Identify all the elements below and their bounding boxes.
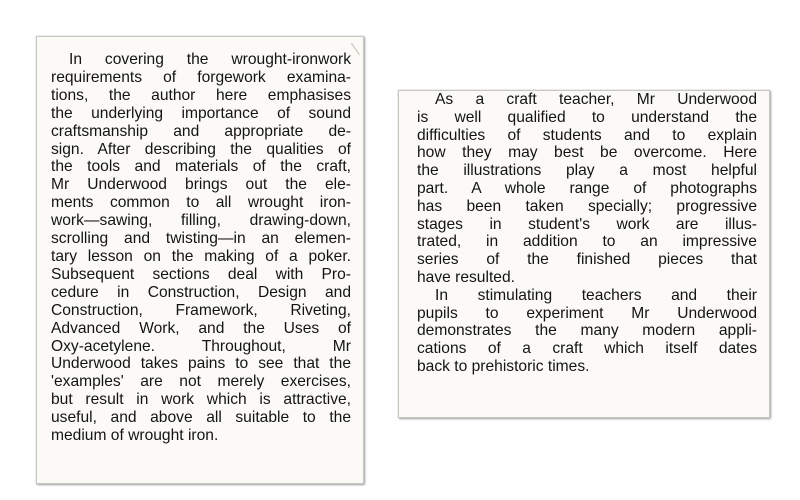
text-line: requirements of forgework examina- [51, 68, 351, 86]
text-line: have resulted. [417, 268, 515, 286]
text-line: ments common to all wrought iron- [51, 194, 351, 212]
left-clipping [36, 36, 364, 484]
text-line: stages in student's work are illus- [417, 215, 757, 233]
text-line: part. A whole range of photographs [417, 179, 757, 197]
text-line: Subsequent sections deal with Pro- [51, 265, 351, 283]
text-line: scrolling and twisting—in an elemen- [51, 230, 351, 248]
text-line: Advanced Work, and the Uses of [51, 319, 351, 337]
right-paragraph-2 [417, 287, 757, 376]
text-line: useful, and above all suitable to the [51, 409, 351, 427]
text-line: how they may best be overcome. Here [417, 144, 757, 162]
text-line: the underlying importance of sound [51, 104, 351, 122]
text-line: Oxy-acetylene. Throughout, Mr [51, 337, 351, 355]
right-clipping [398, 90, 770, 418]
text-line: Underwood takes pains to see that the [51, 355, 351, 373]
text-line: cations of a craft which itself dates [417, 340, 757, 358]
text-line: trated, in addition to an impressive [417, 233, 757, 251]
text-line: Mr Underwood brings out the ele- [51, 176, 351, 194]
text-line: cedure in Construction, Design and [51, 283, 351, 301]
paper-crease-mark [351, 37, 368, 55]
text-line: tary lesson on the making of a poker. [51, 247, 351, 265]
text-line: sign. After describing the qualities of [51, 140, 351, 158]
right-paragraph-1 [417, 91, 757, 287]
text-line: back to prehistoric times. [417, 357, 590, 375]
text-line: but result in work which is attractive, [51, 391, 351, 409]
text-line: has been taken specially; progressive [417, 197, 757, 215]
text-line: the illustrations play a most helpful [417, 162, 757, 180]
left-paragraph [51, 51, 351, 445]
text-line: demonstrates the many modern appli- [417, 322, 757, 340]
text-line: the tools and materials of the craft, [51, 158, 351, 176]
text-line: series of the finished pieces that [417, 251, 757, 269]
text-line: Construction, Framework, Riveting, [51, 301, 351, 319]
text-line: As a craft teacher, Mr Underwood [435, 91, 757, 108]
text-line: medium of wrought iron. [51, 427, 219, 445]
text-line: In stimulating teachers and their [435, 286, 757, 304]
text-line: 'examples' are not merely exercises, [51, 373, 351, 391]
text-line: difficulties of students and to explain [417, 126, 757, 144]
text-line: work—sawing, filling, drawing-down, [51, 212, 351, 230]
text-line: In covering the wrought-ironwork [69, 51, 351, 68]
text-line: is well qualified to understand the [417, 108, 757, 126]
text-line: craftsmanship and appropriate de- [51, 122, 351, 140]
text-line: pupils to experiment Mr Underwood [417, 304, 757, 322]
text-line: tions, the author here emphasises [51, 86, 351, 104]
